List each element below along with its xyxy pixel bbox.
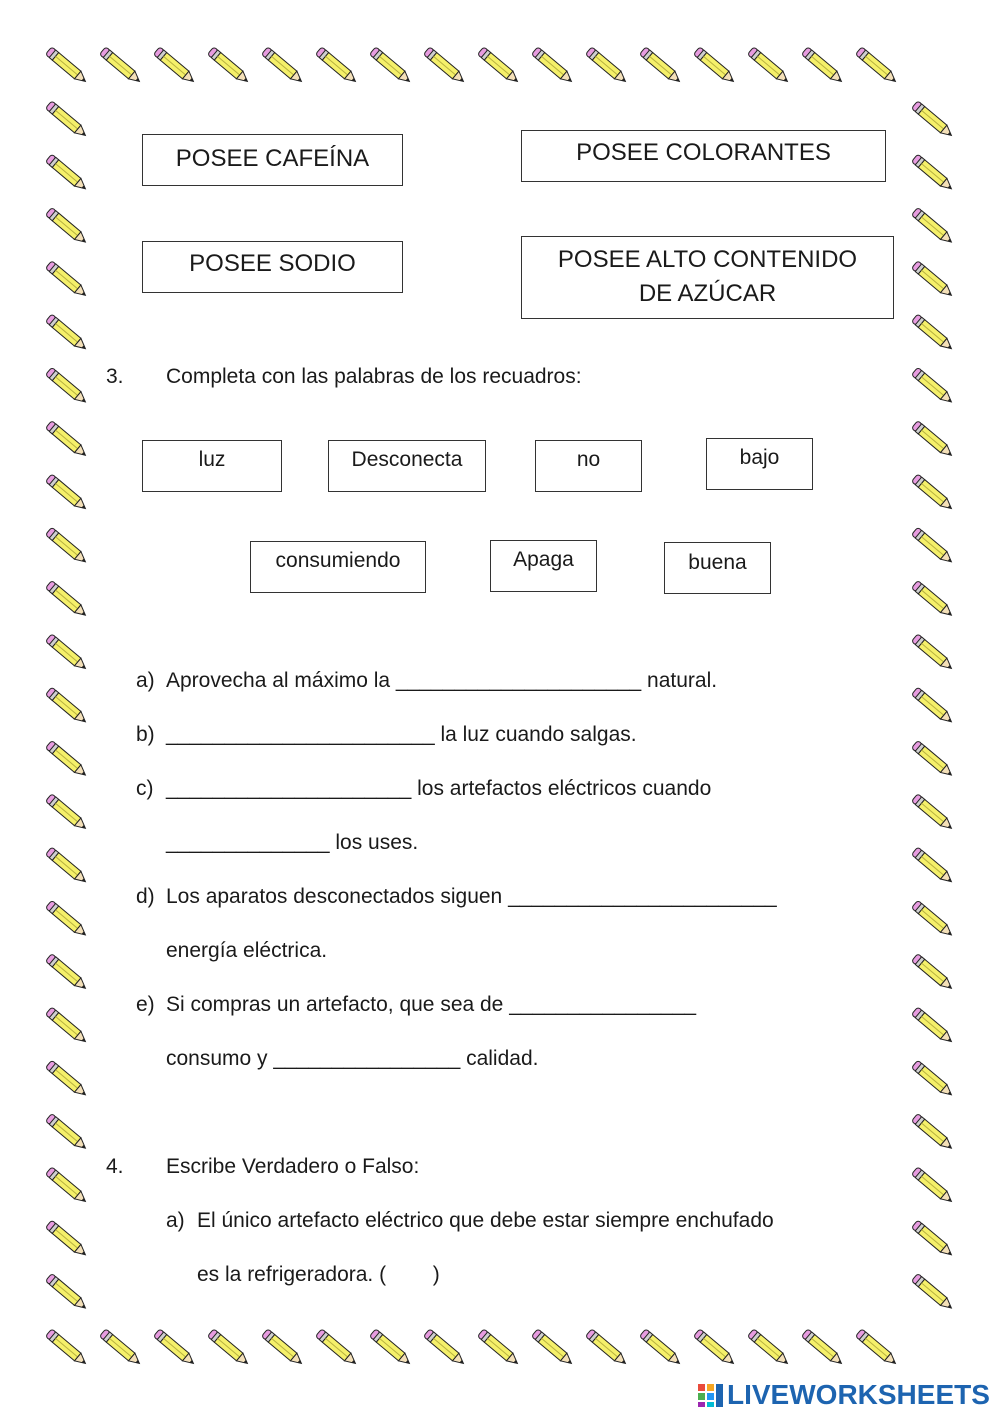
pencil-icon	[801, 1329, 844, 1368]
pencil-icon	[911, 954, 954, 993]
liveworksheets-wordmark: LIVEWORKSHEETS	[727, 1379, 990, 1410]
box-posee-colorantes: POSEE COLORANTES	[521, 130, 886, 182]
pencil-icon	[911, 1167, 954, 1206]
pencil-icon	[911, 527, 954, 566]
pencil-icon	[477, 1329, 520, 1368]
pencil-icon	[45, 847, 88, 886]
liveworksheets-brand	[697, 1380, 990, 1410]
pencil-icon	[45, 740, 88, 779]
pencil-icon	[801, 47, 844, 86]
pencil-icon	[315, 1329, 358, 1368]
pencil-icon	[45, 900, 88, 939]
pencil-icon	[45, 527, 88, 566]
word-box-no: no	[535, 440, 642, 492]
pencil-icon	[911, 367, 954, 406]
box-posee-cafeina: POSEE CAFEÍNA	[142, 134, 403, 186]
pencil-icon	[747, 47, 790, 86]
item-letter: a)	[136, 669, 155, 692]
pencil-icon	[531, 47, 574, 86]
pencil-icon	[315, 47, 358, 86]
pencil-icon	[855, 47, 898, 86]
pencil-icon	[45, 1220, 88, 1259]
item-text-continued: es la refrigeradora. ( )	[197, 1263, 440, 1286]
pencil-icon	[45, 474, 88, 513]
pencil-icon	[45, 580, 88, 619]
pencil-icon	[45, 1113, 88, 1152]
pencil-icon	[45, 1167, 88, 1206]
pencil-icon	[911, 154, 954, 193]
pencil-icon	[45, 794, 88, 833]
pencil-icon	[855, 1329, 898, 1368]
pencil-icon	[911, 634, 954, 673]
pencil-icon	[45, 101, 88, 140]
item-text-continued: consumo y ________________ calidad.	[166, 1047, 539, 1070]
word-box-consumiendo: consumiendo	[250, 541, 426, 593]
pencil-icon	[207, 47, 250, 86]
pencil-icon	[911, 474, 954, 513]
pencil-icon	[911, 1007, 954, 1046]
pencil-icon	[45, 154, 88, 193]
pencil-icon	[639, 47, 682, 86]
pencil-icon	[45, 1060, 88, 1099]
pencil-icon	[911, 580, 954, 619]
pencil-icon	[639, 1329, 682, 1368]
word-box-buena: buena	[664, 542, 771, 594]
pencil-icon	[911, 1273, 954, 1312]
question-4-number: 4.	[106, 1155, 124, 1178]
pencil-icon	[531, 1329, 574, 1368]
pencil-icon	[911, 1060, 954, 1099]
item-letter: a)	[166, 1209, 185, 1232]
item-text-continued: energía eléctrica.	[166, 939, 328, 962]
pencil-icon	[45, 367, 88, 406]
pencil-icon	[911, 847, 954, 886]
pencil-icon	[45, 421, 88, 460]
pencil-icon	[747, 1329, 790, 1368]
pencil-icon	[45, 1329, 88, 1368]
pencil-icon	[207, 1329, 250, 1368]
item-text: Aprovecha al máximo la _____________________ natural.	[166, 669, 718, 692]
item-text: Si compras un artefacto, que sea de ________________	[166, 993, 697, 1016]
pencil-icon	[477, 47, 520, 86]
pencil-icon	[45, 1273, 88, 1312]
box-posee-sodio: POSEE SODIO	[142, 241, 403, 293]
pencil-icon	[911, 687, 954, 726]
pencil-icon	[369, 47, 412, 86]
question-3-number: 3.	[106, 365, 124, 388]
word-box-bajo: bajo	[706, 438, 813, 490]
pencil-icon	[99, 47, 142, 86]
liveworksheets-logo-icon	[697, 1382, 725, 1408]
pencil-icon	[911, 314, 954, 353]
pencil-icon	[45, 1007, 88, 1046]
pencil-icon	[45, 261, 88, 300]
pencil-icon	[911, 1220, 954, 1259]
item-text: Los aparatos desconectados siguen _______________________	[166, 885, 777, 908]
pencil-icon	[45, 47, 88, 86]
pencil-icon	[585, 47, 628, 86]
pencil-icon	[45, 207, 88, 246]
item-letter: b)	[136, 723, 155, 746]
question-3-instruction: Completa con las palabras de los recuadros:	[166, 365, 582, 388]
pencil-icon	[911, 261, 954, 300]
pencil-icon	[45, 687, 88, 726]
pencil-icon	[261, 47, 304, 86]
pencil-icon	[153, 1329, 196, 1368]
pencil-icon	[45, 954, 88, 993]
word-box-desconecta: Desconecta	[328, 440, 486, 492]
pencil-icon	[423, 1329, 466, 1368]
item-text: _____________________ los artefactos eléctricos cuando	[166, 777, 712, 800]
item-text: El único artefacto eléctrico que debe estar siempre enchufado	[197, 1209, 774, 1232]
pencil-icon	[261, 1329, 304, 1368]
word-box-apaga: Apaga	[490, 540, 597, 592]
item-text-continued: ______________ los uses.	[166, 831, 419, 854]
item-letter: e)	[136, 993, 155, 1016]
item-letter: c)	[136, 777, 154, 800]
pencil-icon	[369, 1329, 412, 1368]
pencil-icon	[911, 794, 954, 833]
pencil-icon	[911, 101, 954, 140]
pencil-icon	[911, 421, 954, 460]
question-4-instruction: Escribe Verdadero o Falso:	[166, 1155, 420, 1178]
box-posee-alto-contenido-azucar: POSEE ALTO CONTENIDO DE AZÚCAR	[521, 236, 894, 319]
item-letter: d)	[136, 885, 155, 908]
pencil-icon	[153, 47, 196, 86]
pencil-icon	[45, 314, 88, 353]
pencil-icon	[911, 900, 954, 939]
pencil-icon	[423, 47, 466, 86]
pencil-icon	[693, 47, 736, 86]
word-box-luz: luz	[142, 440, 282, 492]
pencil-icon	[585, 1329, 628, 1368]
pencil-icon	[693, 1329, 736, 1368]
pencil-icon	[99, 1329, 142, 1368]
pencil-icon	[911, 740, 954, 779]
pencil-icon	[911, 207, 954, 246]
pencil-icon	[911, 1113, 954, 1152]
item-text: _______________________ la luz cuando salgas.	[166, 723, 637, 746]
pencil-icon	[45, 634, 88, 673]
